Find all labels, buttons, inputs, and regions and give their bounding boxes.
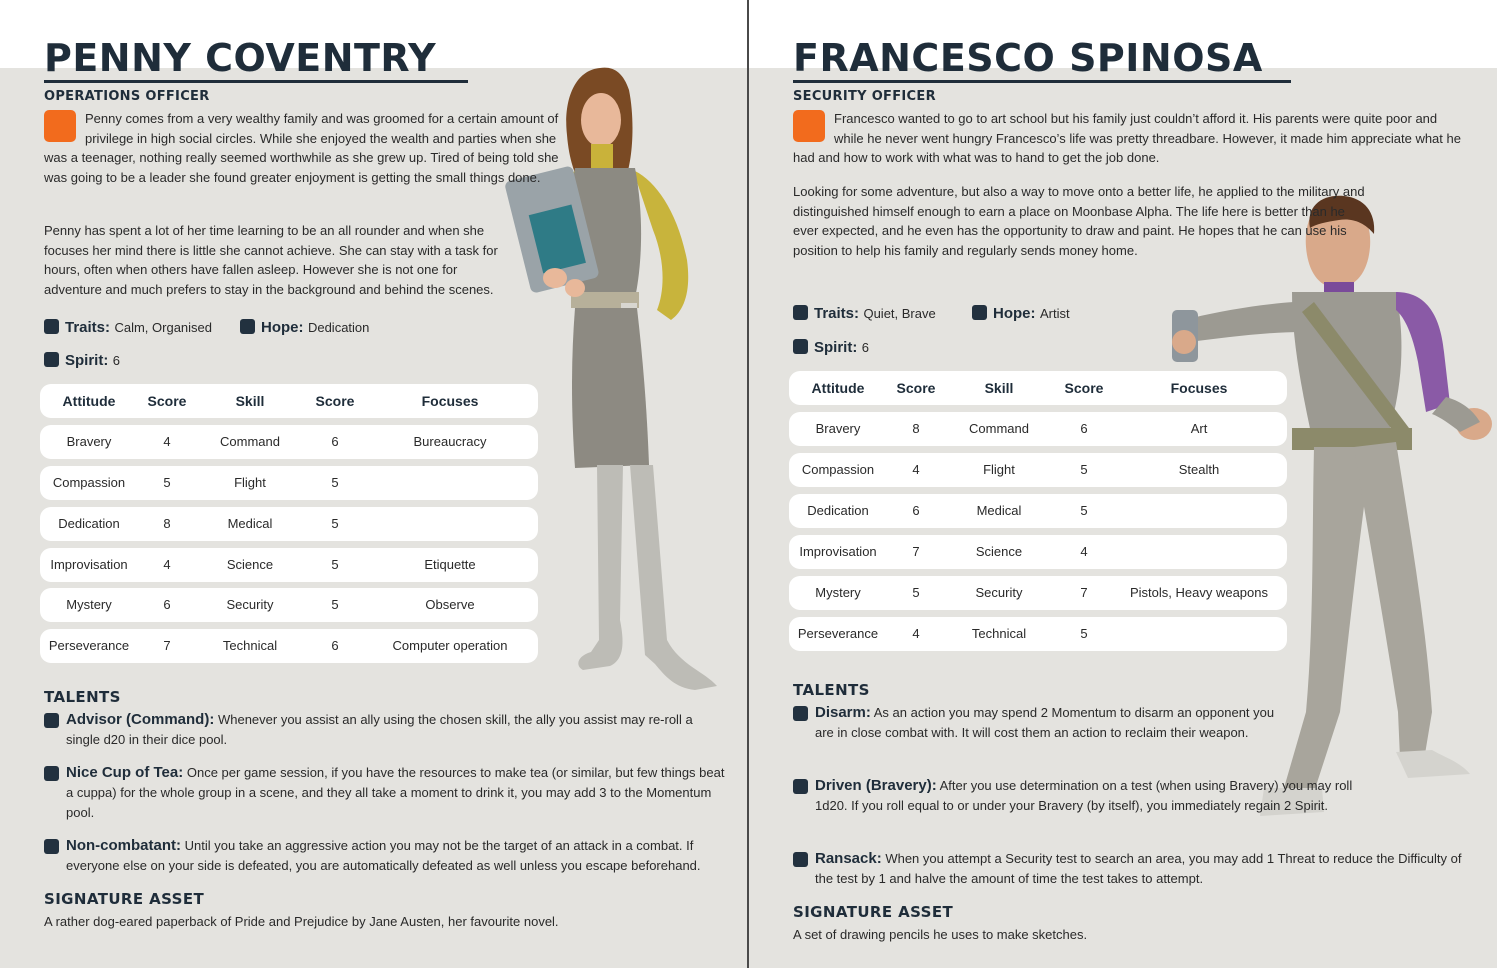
drop-cap-mark — [793, 110, 825, 142]
bullet-square-icon — [793, 706, 808, 721]
hope-line: Hope: Dedication — [240, 319, 369, 337]
signature-asset-text: A set of drawing pencils he uses to make sketches. — [793, 927, 1088, 942]
table-row: Dedication 6 Medical 5 — [789, 494, 1287, 528]
character-name: FRANCESCO SPINOSA — [793, 36, 1263, 80]
table-row: Compassion 5 Flight 5 — [40, 466, 538, 500]
spirit-value: 6 — [861, 340, 870, 355]
talents-heading: TALENTS — [793, 681, 870, 699]
bio-paragraph-1: Penny comes from a very wealthy family and was groomed for a certain amount of privilege in high social circles. While she enjoyed the wealth and parties when she was a teenager, nothing really seemed worthwhile as she grew up. Tired of being told she was going to be a leader she found greater enjoyment is getting the small things done. — [44, 111, 559, 185]
table-header-row: Attitude Score Skill Score Focuses — [40, 384, 538, 418]
talent-item: Nice Cup of Tea: Once per game session, if you have the resources to make tea (or similar, but few things beat a cuppa) for the whole group in a scene, and they all take a moment to drink it, you may add 3 to the Momentum pool. — [44, 763, 726, 823]
traits-line: Traits: Quiet, Brave — [793, 305, 936, 323]
table-row: Perseverance 7 Technical 6 Computer operation — [40, 629, 538, 663]
table-row: Mystery 5 Security 7 Pistols, Heavy weapons — [789, 576, 1287, 610]
traits-value: Calm, Organised — [114, 320, 213, 335]
talent-item: Disarm: As an action you may spend 2 Momentum to disarm an opponent you are in close combat with. It will cost them an action to reclaim their weapon. — [793, 703, 1285, 743]
spirit-line: Spirit: 6 — [793, 339, 869, 357]
name-underline — [44, 80, 468, 83]
left-page — [0, 0, 747, 968]
hope-line: Hope: Artist — [972, 305, 1070, 323]
signature-asset-heading: SIGNATURE ASSET — [793, 903, 954, 921]
bio-paragraph-2: Penny has spent a lot of her time learning to be an all rounder and when she focuses her mind there is little she cannot achieve. She can stay with a task for hours, often when others have fallen asleep. However she is not one for adventure and much prefers to stay in the background and behind the scenes. — [44, 223, 498, 297]
bullet-square-icon — [44, 713, 59, 728]
talent-item: Ransack: When you attempt a Security test to search an area, you may add 1 Threat to reduce the Difficulty of the test by 1 and halve the amount of time the test takes to attempt. — [793, 849, 1479, 889]
bullet-square-icon — [972, 305, 987, 320]
bullet-square-icon — [240, 319, 255, 334]
bio-paragraph-1: Francesco wanted to go to art school but his family just couldn’t afford it. His parents were quite poor and while he never went hungry Francesco’s life was pretty threadbare. However, it made him appreciate what he had and how to work with what was to hand to get the job done. — [793, 111, 1461, 166]
talent-item: Driven (Bravery): After you use determination on a test (when using Bravery) you may roll 1d20. If you roll equal to or under your Bravery (by itself), you immediately regain 2 Spirit. — [793, 776, 1375, 816]
bullet-square-icon — [793, 852, 808, 867]
character-role: SECURITY OFFICER — [793, 89, 936, 104]
drop-cap-mark — [44, 110, 76, 142]
talent-item: Non-combatant: Until you take an aggressive action you may not be the target of an attack in a combat. If everyone else on your side is defeated, you are automatically defeated as well unless you escape beforehand. — [44, 836, 726, 876]
table-header-row: Attitude Score Skill Score Focuses — [789, 371, 1287, 405]
talents-heading: TALENTS — [44, 688, 121, 706]
spirit-value: 6 — [112, 353, 121, 368]
bullet-square-icon — [793, 305, 808, 320]
character-role: OPERATIONS OFFICER — [44, 89, 210, 104]
signature-asset-text: A rather dog-eared paperback of Pride and Prejudice by Jane Austen, her favourite novel. — [44, 914, 559, 929]
talent-item: Advisor (Command): Whenever you assist an ally using the chosen skill, the ally you assist may re-roll a single d20 in their dice pool. — [44, 710, 726, 750]
bio-paragraph-2: Looking for some adventure, but also a way to move onto a better life, he applied to the military and distinguished himself enough to earn a place on Moonbase Alpha. The life here is better than he ever expected, and he even has the opportunity to draw and paint. He hopes that he can use his position to help his family and regularly sends money home. — [793, 184, 1365, 258]
table-row: Perseverance 4 Technical 5 — [789, 617, 1287, 651]
bullet-square-icon — [44, 319, 59, 334]
name-underline — [793, 80, 1291, 83]
hope-value: Artist — [1039, 306, 1070, 321]
table-row: Compassion 4 Flight 5 Stealth — [789, 453, 1287, 487]
bullet-square-icon — [44, 766, 59, 781]
hope-value: Dedication — [307, 320, 370, 335]
table-row: Improvisation 4 Science 5 Etiquette — [40, 548, 538, 582]
right-page — [749, 0, 1497, 968]
spirit-line: Spirit: 6 — [44, 352, 120, 370]
traits-line: Traits: Calm, Organised — [44, 319, 212, 337]
table-row: Improvisation 7 Science 4 — [789, 535, 1287, 569]
bullet-square-icon — [793, 339, 808, 354]
table-row: Mystery 6 Security 5 Observe — [40, 588, 538, 622]
signature-asset-heading: SIGNATURE ASSET — [44, 890, 205, 908]
table-row: Dedication 8 Medical 5 — [40, 507, 538, 541]
table-row: Bravery 8 Command 6 Art — [789, 412, 1287, 446]
bullet-square-icon — [44, 352, 59, 367]
bullet-square-icon — [793, 779, 808, 794]
character-name: PENNY COVENTRY — [44, 36, 437, 80]
traits-value: Quiet, Brave — [863, 306, 936, 321]
table-row: Bravery 4 Command 6 Bureaucracy — [40, 425, 538, 459]
bullet-square-icon — [44, 839, 59, 854]
